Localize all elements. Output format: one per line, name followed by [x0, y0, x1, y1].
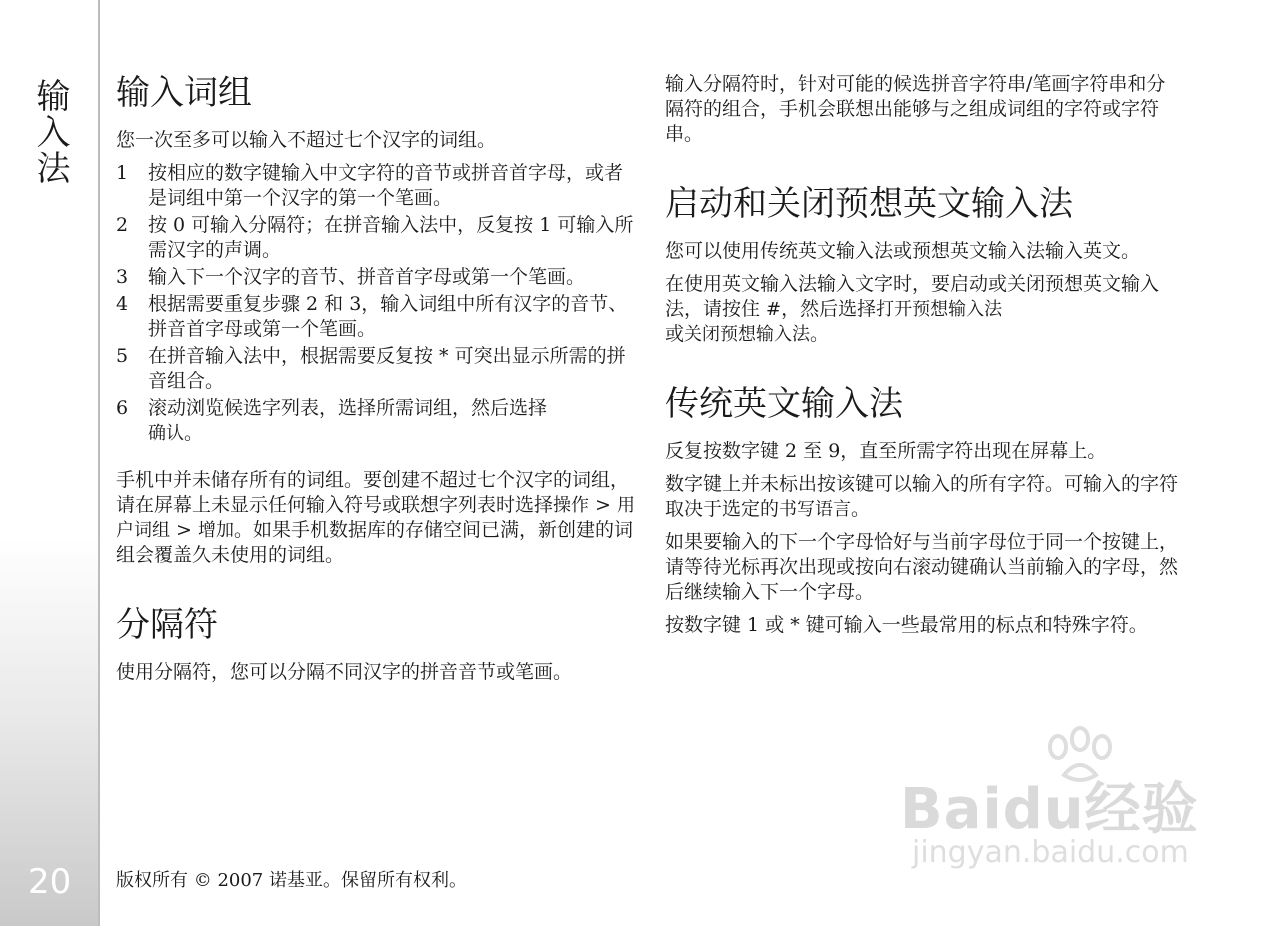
step-text: 按相应的数字键输入中文字符的音节或拼音首字母，或者是词组中第一个汉字的第一个笔画。: [148, 162, 624, 209]
list-item: [116, 292, 636, 342]
ui-term-options: 操作: [553, 495, 590, 516]
section-heading-predictive: 启动和关闭预想英文输入法: [665, 184, 1073, 224]
list-item: [116, 265, 636, 290]
path-separator: >: [170, 519, 198, 541]
chapter-title: 输入法: [30, 78, 70, 186]
note-text: 。如果手机数据库的存储空间已满，新创建的词组会覆盖久未使用的词组。: [116, 519, 634, 566]
paragraph-text: 或: [665, 323, 685, 345]
traditional-text-3: 如果要输入的下一个字母恰好与当前字母位于同一个按键上，请等待光标再次出现或按向右滚动键确认当前输入的字母，然后继续输入下一个字母。: [665, 531, 1179, 603]
traditional-text-4: 按数字键 1 或 * 键可输入一些最常用的标点和特殊字符。: [665, 614, 1148, 636]
phrase-note: [116, 468, 636, 568]
list-item: [116, 161, 636, 211]
paragraph-text: 数字键上并未标出按该键可以输入的所有字符。可输入的字符取决于选定的: [665, 473, 1179, 520]
watermark-logo-text: Baidu经验: [900, 777, 1199, 842]
right-column: [665, 72, 1180, 646]
steps-list: [116, 161, 636, 446]
paragraph-text: 。: [851, 498, 871, 520]
traditional-text-2: [665, 472, 1180, 522]
ui-term-predictive-on: 打开预想输入法: [876, 299, 1003, 320]
ui-term-confirm: 确认: [148, 423, 184, 444]
list-item: [116, 344, 636, 394]
spacer: [665, 155, 1180, 181]
spacer: [116, 576, 636, 602]
section-heading-traditional: 传统英文输入法: [665, 384, 903, 424]
separator-text: 使用分隔符，您可以分隔不同汉字的拼音音节或笔画。: [116, 661, 573, 683]
list-item: [116, 213, 636, 263]
continued-text: 输入分隔符时，针对可能的候选拼音字符串/笔画字符串和分隔符的组合，手机会联想出能够与之组成词组的字符或字符串。: [665, 73, 1166, 145]
left-column: [116, 70, 636, 693]
path-separator: >: [589, 494, 618, 516]
copyright-footer: 版权所有 © 2007 诺基亚。保留所有权利。: [116, 870, 467, 891]
paragraph-text: 在使用英文输入法输入文字时，要启动或关闭预想英文输入法，请按住: [665, 273, 1160, 320]
section-heading-separator: 分隔符: [116, 605, 218, 645]
step-number: 2: [116, 214, 129, 236]
step-number: 6: [116, 397, 129, 419]
ui-key-hash: #: [766, 299, 782, 320]
predictive-text-1: 您可以使用传统英文输入法或预想英文输入法输入英文。: [665, 240, 1141, 262]
section-heading-phrase-input: 输入词组: [116, 73, 252, 113]
traditional-text-1: 反复按数字键 2 至 9，直至所需字符出现在屏幕上。: [665, 440, 1107, 462]
step-number: 1: [116, 162, 129, 184]
sidebar: [0, 0, 100, 926]
list-item: [116, 396, 636, 446]
step-number: 5: [116, 345, 129, 367]
watermark-url: jingyan.baidu.com: [912, 835, 1189, 870]
step-text: [148, 396, 636, 446]
spacer: [116, 454, 636, 468]
ui-term-predictive-off: 关闭预想输入法: [684, 324, 811, 345]
paragraph-text: ，然后选择: [781, 298, 877, 320]
step-text-part: 。: [184, 422, 204, 444]
predictive-text-2: [665, 272, 1180, 347]
ui-term-writing-language: 书写语言: [779, 499, 852, 520]
page-number: 20: [28, 862, 72, 902]
step-text: 按 0 可输入分隔符；在拼音输入法中，反复按 1 可输入所需汉字的声调。: [148, 214, 634, 261]
ui-term-add: 增加: [198, 520, 234, 541]
paragraph-text: 。: [810, 323, 830, 345]
step-number: 3: [116, 266, 129, 288]
section-intro: 您一次至多可以输入不超过七个汉字的词组。: [116, 129, 497, 151]
step-number: 4: [116, 293, 129, 315]
step-text-part: 滚动浏览候选字列表，选择所需词组，然后选择: [148, 397, 548, 419]
step-text: 输入下一个汉字的音节、拼音首字母或第一个笔画。: [148, 266, 586, 288]
note-text: 手机中并未储存所有的词组。要创建不超过七个汉字的词组，请在屏幕上未显示任何输入符号或联想字列表时选择: [116, 469, 630, 516]
baidu-watermark: [900, 735, 1210, 885]
step-text: 根据需要重复步骤 2 和 3，输入词组中所有汉字的音节、拼音首字母或第一个笔画。: [148, 293, 628, 340]
spacer: [665, 355, 1180, 381]
ui-term-user-phrases: 用户词组: [116, 495, 636, 541]
step-text: 在拼音输入法中，根据需要反复按 * 可突出显示所需的拼音组合。: [148, 345, 626, 392]
